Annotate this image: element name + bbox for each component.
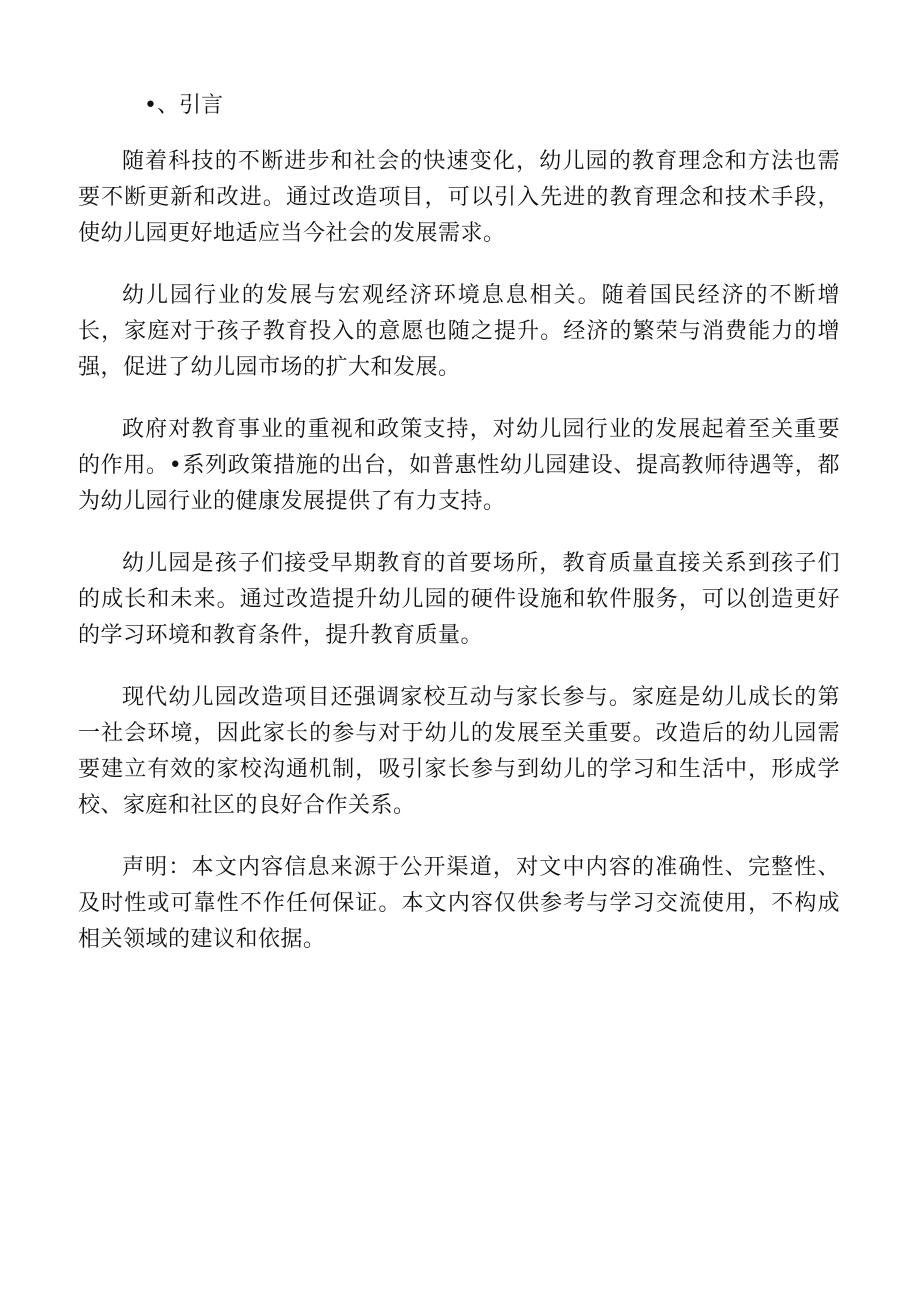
section-heading: •、引言 — [144, 93, 223, 118]
paragraph-1: 随着科技的不断进步和社会的快速变化，幼儿园的教育理念和方法也需要不断更新和改进。通过改造项目，可以引入先进的教育理念和技术手段，使幼儿园更好地适应当今社会的发展需求。 — [78, 149, 840, 246]
paragraph-4: 幼儿园是孩子们接受早期教育的首要场所，教育质量直接关系到孩子们的成长和未来。通过改造提升幼儿园的硬件设施和软件服务，可以创造更好的学习环境和教育条件，提升教育质量。 — [78, 551, 840, 648]
paragraph-5: 现代幼儿园改造项目还强调家校互动与家长参与。家庭是幼儿成长的第一社会环境，因此家长的参与对于幼儿的发展至关重要。改造后的幼儿园需要建立有效的家校沟通机制，吸引家长参与到幼儿的学习和生活中，形成学校、家庭和社区的良好合作关系。 — [78, 685, 840, 818]
paragraph-3: 政府对教育事业的重视和政策支持，对幼儿园行业的发展起着至关重要的作用。•系列政策措施的出台，如普惠性幼儿园建设、提高教师待遇等，都为幼儿园行业的健康发展提供了有力支持。 — [78, 417, 840, 514]
paragraph-2: 幼儿园行业的发展与宏观经济环境息息相关。随着国民经济的不断增长，家庭对于孩子教育投入的意愿也随之提升。经济的繁荣与消费能力的增强，促进了幼儿园市场的扩大和发展。 — [78, 283, 840, 380]
disclaimer-paragraph: 声明：本文内容信息来源于公开渠道，对文中内容的准确性、完整性、及时性或可靠性不作任何保证。本文内容仅供参考与学习交流使用，不构成相关领域的建议和依据。 — [78, 855, 840, 952]
